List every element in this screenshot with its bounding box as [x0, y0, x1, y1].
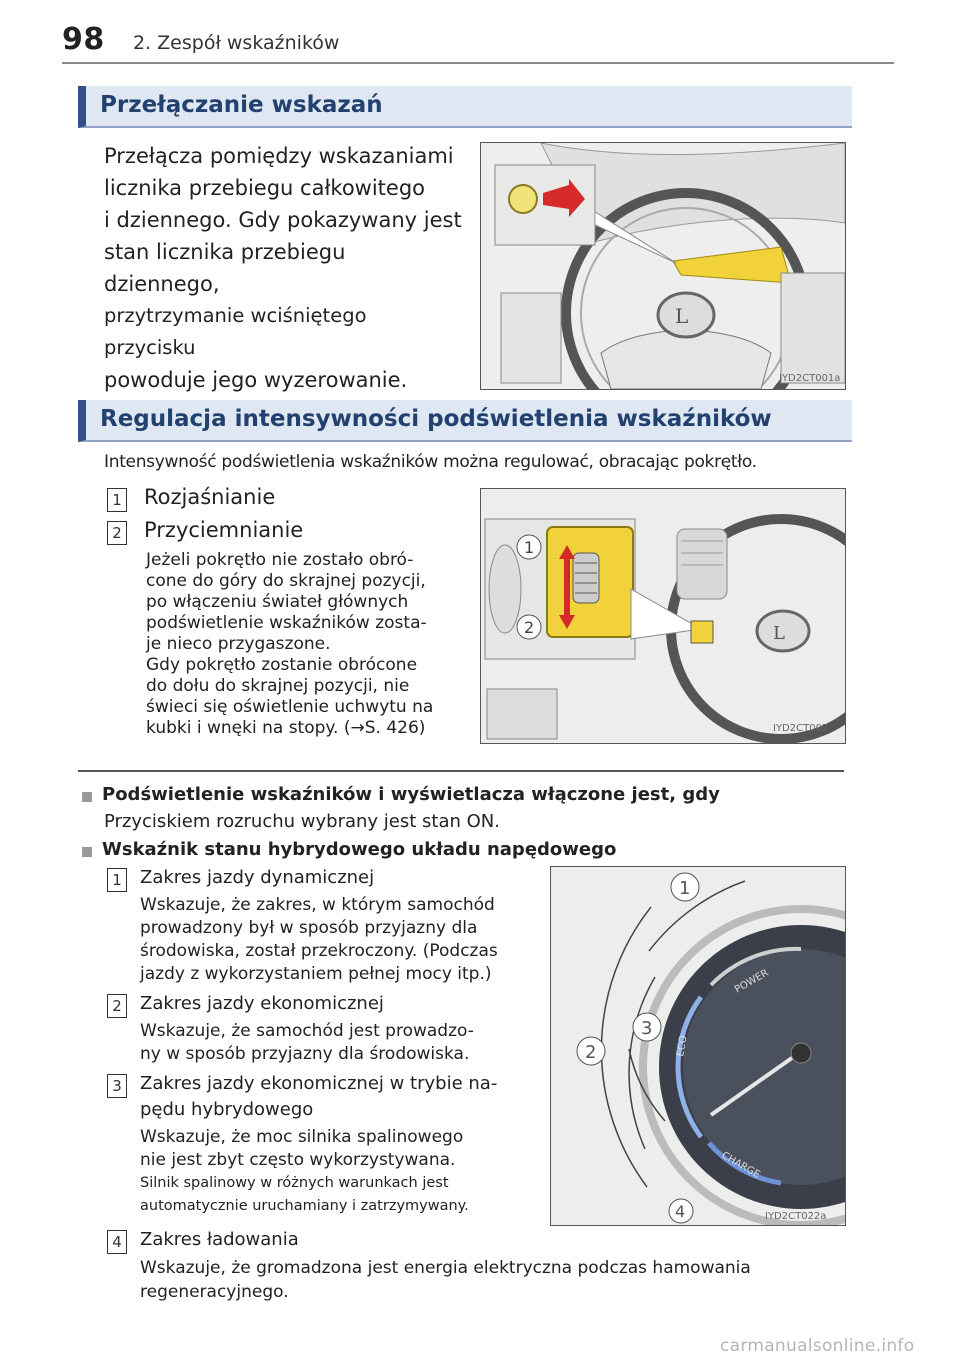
item-number: 2 [107, 521, 127, 545]
note-line: je nieco przygaszone. [146, 634, 331, 654]
image-code: IYD2CT002 [773, 723, 829, 734]
item-title: Zakres jazdy dynamicznej [140, 867, 375, 888]
item-label-dim: Przyciemnianie [144, 518, 304, 542]
gauge-label-power: POWER [733, 967, 771, 996]
item-number: 3 [107, 1074, 127, 1098]
gauge-label-eco: ECO [675, 1034, 690, 1058]
desc-line: ny w sposób przyjazny dla środowiska. [140, 1044, 470, 1064]
brightness-dial-illustration [480, 488, 846, 744]
item-title: Zakres jazdy ekonomicznej w trybie na- [140, 1073, 498, 1094]
section-title: Regulacja intensywności podświetlenia wskaźników [100, 406, 772, 432]
note-line [146, 718, 462, 739]
page-number: 98 [62, 22, 105, 57]
note-line: Jeżeli pokrętło nie zostało obró- [146, 550, 414, 570]
desc-line: środowiska, został przekroczony. (Podczas [140, 941, 498, 961]
header-rule [62, 62, 894, 64]
arrow-right-icon: → [350, 718, 365, 738]
image-code: IYD2CT022a [765, 1211, 827, 1222]
item-number: 1 [107, 868, 127, 892]
dimming-note [146, 550, 462, 739]
desc-line: Wskazuje, że samochód jest prowadzo- [140, 1021, 474, 1041]
text-line: powoduje jego wyzerowanie. [104, 368, 408, 392]
note-line: do dołu do skrajnej pozycji, nie [146, 676, 410, 696]
callout-1: 1 [524, 538, 535, 557]
bullet-square-icon [82, 847, 92, 857]
item-description [140, 1126, 528, 1218]
page-reference[interactable]: S. 426) [364, 718, 426, 738]
odometer-button-illustration [480, 142, 846, 390]
desc-line: Wskazuje, że zakres, w którym samochód [140, 895, 495, 915]
item-title: Zakres jazdy ekonomicznej [140, 993, 384, 1014]
item-description [140, 1020, 528, 1066]
note-line: cone do góry do skrajnej pozycji, [146, 571, 426, 591]
section2-intro: Intensywność podświetlenia wskaźników można regulować, obracając pokrętło. [104, 452, 757, 472]
note-heading-hybrid: Wskaźnik stanu hybrydowego układu napędowego [102, 839, 617, 860]
section-header-display-switch [78, 86, 852, 128]
note-line: Gdy pokrętło zostanie obrócone [146, 655, 418, 675]
text-line: Przełącza pomiędzy wskazaniami [104, 144, 454, 168]
callout-2: 2 [524, 618, 535, 637]
note-line: świeci się oświetlenie uchwytu na [146, 697, 434, 717]
item-number: 1 [107, 488, 127, 512]
desc-line: Silnik spalinowy w różnych warunkach jest [140, 1175, 449, 1191]
item-number: 4 [107, 1230, 127, 1254]
desc-line: regeneracyjnego. [140, 1282, 289, 1302]
gauge-callout-3: 3 [641, 1018, 653, 1039]
svg-text:L: L [675, 304, 689, 328]
item-description [140, 894, 528, 986]
desc-line: automatycznie uruchamiany i zatrzymywany. [140, 1198, 469, 1214]
note-heading-illumination: Podświetlenie wskaźników i wyświetlacza włączone jest, gdy [102, 784, 720, 805]
item-description [140, 1256, 844, 1304]
desc-line: Wskazuje, że moc silnika spalinowego [140, 1127, 464, 1147]
note-line: podświetlenie wskaźników zosta- [146, 613, 427, 633]
note-text: kubki i wnęki na stopy. ( [146, 718, 351, 738]
note-line: po włączeniu świateł głównych [146, 592, 409, 612]
bullet-square-icon [82, 792, 92, 802]
section1-text [104, 140, 464, 396]
gauge-callout-1: 1 [679, 878, 691, 899]
text-line: licznika przebiegu całkowitego [104, 176, 426, 200]
item-title: Zakres ładowania [140, 1229, 299, 1250]
gauge-label-charge: CHARGE [719, 1150, 762, 1181]
gauge-callout-2: 2 [585, 1042, 597, 1063]
section-divider [78, 770, 844, 772]
item-label-brighten: Rozjaśnianie [144, 485, 276, 509]
item-number: 2 [107, 994, 127, 1018]
gauge-callout-4: 4 [675, 1202, 686, 1221]
section-header-brightness [78, 400, 852, 442]
text-line: stan licznika przebiegu dziennego, [104, 240, 346, 296]
watermark: carmanualsonline.info [720, 1336, 915, 1356]
hybrid-gauge-illustration [550, 866, 846, 1226]
text-line: i dziennego. Gdy pokazywany jest [104, 208, 462, 232]
text-line: przytrzymanie wciśniętego przycisku [104, 304, 367, 359]
chapter-title: 2. Zespół wskaźników [133, 32, 340, 54]
section-title: Przełączanie wskazań [100, 92, 383, 118]
desc-line: Wskazuje, że gromadzona jest energia elektryczna podczas hamowania [140, 1258, 751, 1278]
note-text-illumination: Przyciskiem rozruchu wybrany jest stan ON. [104, 811, 500, 832]
item-title-cont: pędu hybrydowego [140, 1099, 314, 1120]
svg-text:L: L [773, 623, 785, 644]
image-code: IYD2CT001a [779, 373, 841, 384]
desc-line: nie jest zbyt często wykorzystywana. [140, 1150, 456, 1170]
desc-line: jazdy z wykorzystaniem pełnej mocy itp.) [140, 964, 492, 984]
desc-line: prowadzony był w sposób przyjazny dla [140, 918, 478, 938]
